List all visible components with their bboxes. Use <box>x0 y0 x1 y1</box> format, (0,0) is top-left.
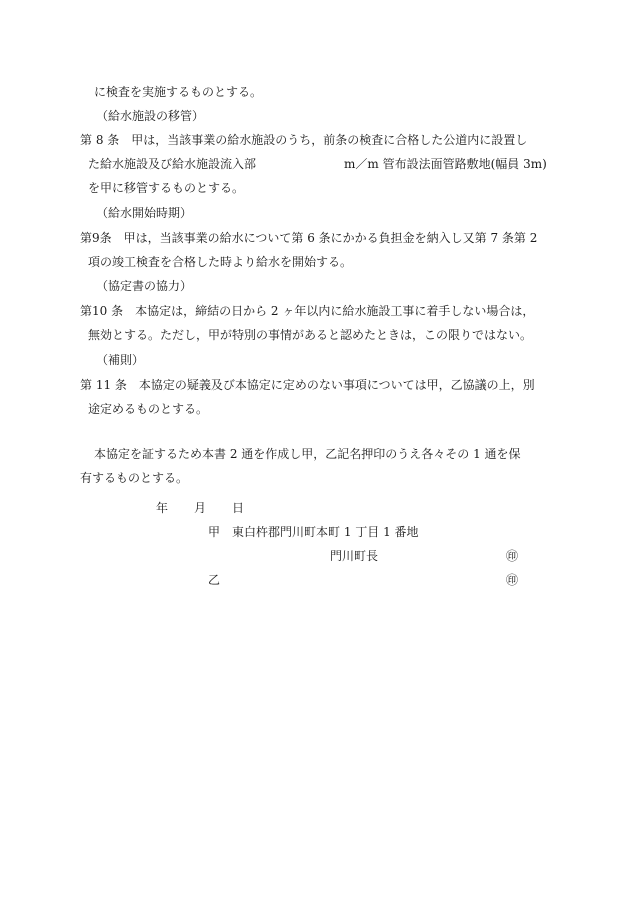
party-a-title: 門川町長 <box>330 549 379 563</box>
date-year: 年 <box>156 501 169 515</box>
article-8-line-1: 第 8 条 甲は，当該事業の給水施設のうち，前条の検査に合格した公道内に設置し <box>80 133 528 147</box>
article-10-heading: （協定書の協力） <box>96 279 193 293</box>
article-11-line-1: 第 11 条 本協定の疑義及び本協定に定めのない事項については甲，乙協議の上，別 <box>80 378 535 392</box>
party-b-seal-mark: ㊞ <box>506 573 519 587</box>
intro-line: に検査を実施するものとする。 <box>94 85 263 99</box>
party-a-label: 甲 <box>208 525 221 539</box>
closing-line-2: 有するものとする。 <box>80 471 189 485</box>
party-b-label: 乙 <box>208 573 221 587</box>
date-day: 日 <box>232 501 245 515</box>
party-a-seal-mark: ㊞ <box>506 549 519 563</box>
party-a-address: 東白杵郡門川町本町 1 丁目 1 番地 <box>232 525 419 539</box>
date-month: 月 <box>194 501 207 515</box>
article-11-line-2: 途定めるものとする。 <box>88 402 209 416</box>
article-9-line-1: 第9条 甲は，当該事業の給水について第 6 条にかかる負担金を納入し又第 7 条第 2 <box>80 231 538 245</box>
article-9-heading: （給水開始時期） <box>96 206 193 220</box>
article-8-line-2b: m／m 管布設法面管路敷地(幅員 3m) <box>344 157 547 171</box>
article-9-line-2: 項の竣工検査を合格した時より給水を開始する。 <box>88 255 353 269</box>
article-8-line-3: を甲に移管するものとする。 <box>88 181 245 195</box>
article-8-heading: （給水施設の移管） <box>96 109 205 123</box>
closing-line-1: 本協定を証するため本書 2 通を作成し甲，乙記名押印のうえ各々その 1 通を保 <box>94 447 521 461</box>
article-11-heading: （補則） <box>96 353 145 367</box>
article-8-line-2a: た給水施設及び給水施設流入部 <box>88 157 257 171</box>
article-10-line-1: 第10 条 本協定は，締結の日から 2 ヶ年以内に給水施設工事に着手しない場合は， <box>80 304 535 318</box>
article-10-line-2: 無効とする。ただし，甲が特別の事情があると認めたときは，この限りではない。 <box>88 328 533 342</box>
